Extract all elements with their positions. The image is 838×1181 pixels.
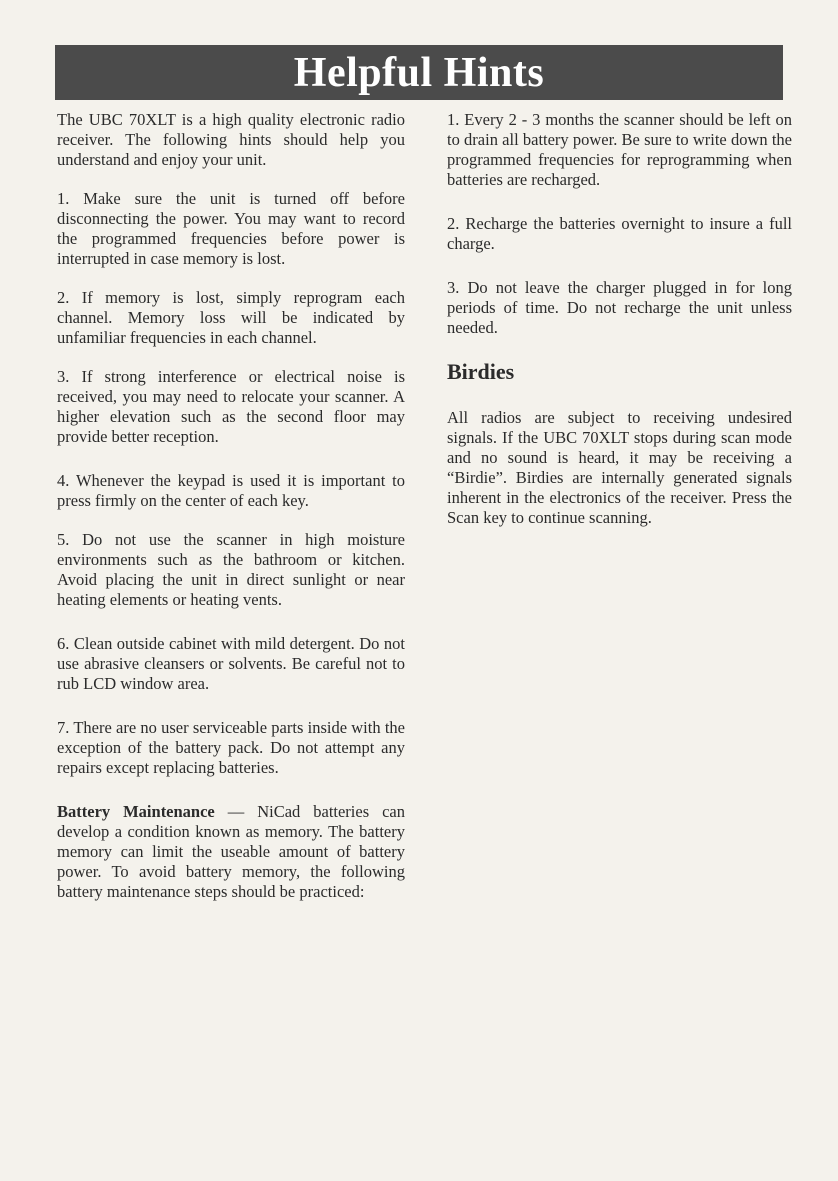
left-column <box>57 110 405 902</box>
hint-7: 7. There are no user serviceable parts inside with the exception of the battery pack. Do not attempt any repairs except replacing batteries. <box>57 718 405 777</box>
battery-step-2: 2. Recharge the batteries overnight to insure a full charge. <box>447 214 792 253</box>
battery-maintenance-text: — NiCad batteries can develop a condition known as memory. The battery memory can limit the useable amount of battery power. To avoid battery memory, the following battery maintenance steps should be practiced: <box>57 802 405 901</box>
hint-5: 5. Do not use the scanner in high moisture environments such as the bathroom or kitchen. Avoid placing the unit in direct sunlight or near heating elements or heating vents. <box>57 530 405 609</box>
hint-6: 6. Clean outside cabinet with mild detergent. Do not use abrasive cleansers or solvents. Be careful not to rub LCD window area. <box>57 634 405 693</box>
birdies-heading: Birdies <box>447 359 515 384</box>
battery-step-1: 1. Every 2 - 3 months the scanner should be left on to drain all battery power. Be sure to write down the programmed frequencies for reprogramming when batteries are recharged. <box>447 110 792 189</box>
birdies-paragraph: All radios are subject to receiving undesired signals. If the UBC 70XLT stops during scan mode and no sound is heard, it may be receiving a “Birdie”. Birdies are internally generated signals inherent in the electronics of the receiver. Press the Scan key to continue scanning. <box>447 408 792 527</box>
hint-2: 2. If memory is lost, simply reprogram each channel. Memory loss will be indicated by unfamiliar frequencies in each channel. <box>57 288 405 347</box>
hint-4: 4. Whenever the keypad is used it is important to press firmly on the center of each key. <box>57 471 405 510</box>
battery-step-3: 3. Do not leave the charger plugged in for long periods of time. Do not recharge the unit unless needed. <box>447 278 792 337</box>
hint-3: 3. If strong interference or electrical noise is received, you may need to relocate your scanner. A higher elevation such as the second floor may provide better reception. <box>57 367 405 446</box>
battery-maintenance-paragraph <box>57 802 405 902</box>
hint-1: 1. Make sure the unit is turned off before disconnecting the power. You may want to record the programmed frequencies before power is interrupted in case memory is lost. <box>57 189 405 268</box>
battery-maintenance-heading: Battery Maintenance <box>57 802 215 821</box>
page-title: Helpful Hints <box>55 45 783 100</box>
intro-paragraph: The UBC 70XLT is a high quality electronic radio receiver. The following hints should help you understand and enjoy your unit. <box>57 110 405 169</box>
right-column <box>447 110 792 528</box>
